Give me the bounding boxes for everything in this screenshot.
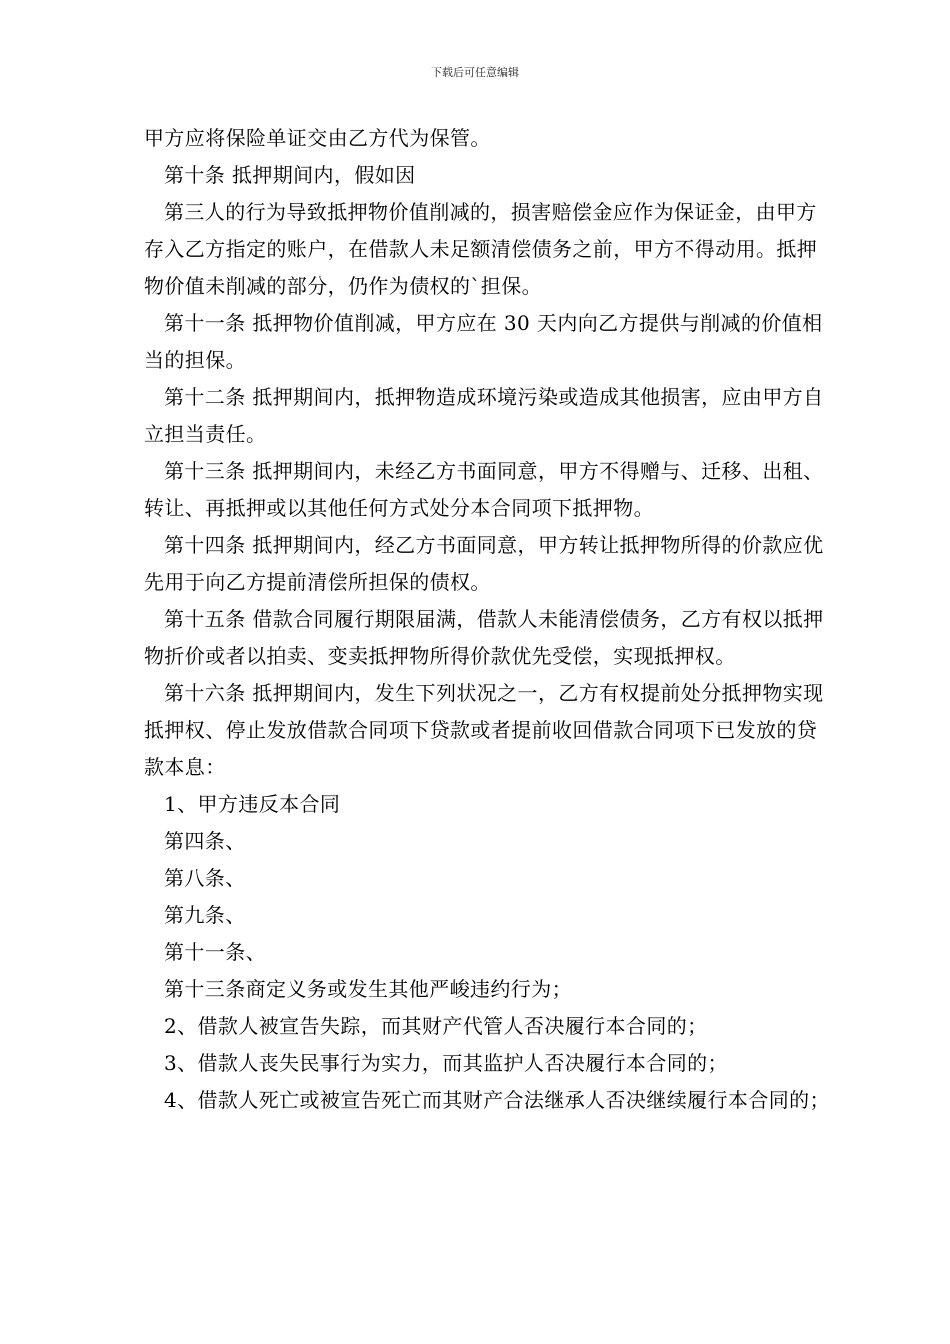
document-body <box>144 120 834 1119</box>
paragraph-5: 第十二条 抵押期间内，抵押物造成环境污染或造成其他损害，应由甲方自立担当责任。 <box>144 385 824 446</box>
list-item-3: 3、借款人丧失民事行为实力，而其监护人否决履行本合同的； <box>164 1051 728 1075</box>
paragraph-1: 甲方应将保险单证交由乙方代为保管。 <box>144 126 491 150</box>
paragraph-4: 第十一条 抵押物价值削减，甲方应在 30 天内向乙方提供与削减的价值相当的担保。 <box>144 311 823 372</box>
page-header: 下载后可任意编辑 <box>431 66 519 79</box>
list-item-article-9: 第九条、 <box>164 903 246 927</box>
list-item-2: 2、借款人被宣告失踪，而其财产代管人否决履行本合同的； <box>164 1014 708 1038</box>
list-item-article-4: 第四条、 <box>164 829 246 853</box>
paragraph-2: 第十条 抵押期间内，假如因 <box>164 163 416 187</box>
list-item-article-13: 第十三条商定义务或发生其他严峻违约行为； <box>164 977 572 1001</box>
list-item-article-11: 第十一条、 <box>164 940 266 964</box>
list-item-article-8: 第八条、 <box>164 866 246 890</box>
list-item-1: 1、甲方违反本合同 <box>164 792 341 816</box>
paragraph-3: 第三人的行为导致抵押物价值削减的，损害赔偿金应作为保证金，由甲方存入乙方指定的账户，在借款人未足额清偿债务之前，甲方不得动用。抵押物价值未削减的部分，仍作为债权的`担保。 <box>144 200 818 298</box>
list-item-4: 4、借款人死亡或被宣告死亡而其财产合法继承人否决继续履行本合同的； <box>164 1088 830 1112</box>
paragraph-8: 第十五条 借款合同履行期限届满，借款人未能清偿债务，乙方有权以抵押物折价或者以拍卖、变卖抵押物所得价款优先受偿，实现抵押权。 <box>144 607 824 668</box>
paragraph-6: 第十三条 抵押期间内，未经乙方书面同意，甲方不得赠与、迁移、出租、转让、再抵押或以其他任何方式处分本合同项下抵押物。 <box>144 459 824 520</box>
paragraph-7: 第十四条 抵押期间内，经乙方书面同意，甲方转让抵押物所得的价款应优先用于向乙方提前清偿所担保的债权。 <box>144 533 824 594</box>
paragraph-9: 第十六条 抵押期间内，发生下列状况之一，乙方有权提前处分抵押物实现抵押权、停止发放借款合同项下贷款或者提前收回借款合同项下已发放的贷款本息： <box>144 681 824 779</box>
